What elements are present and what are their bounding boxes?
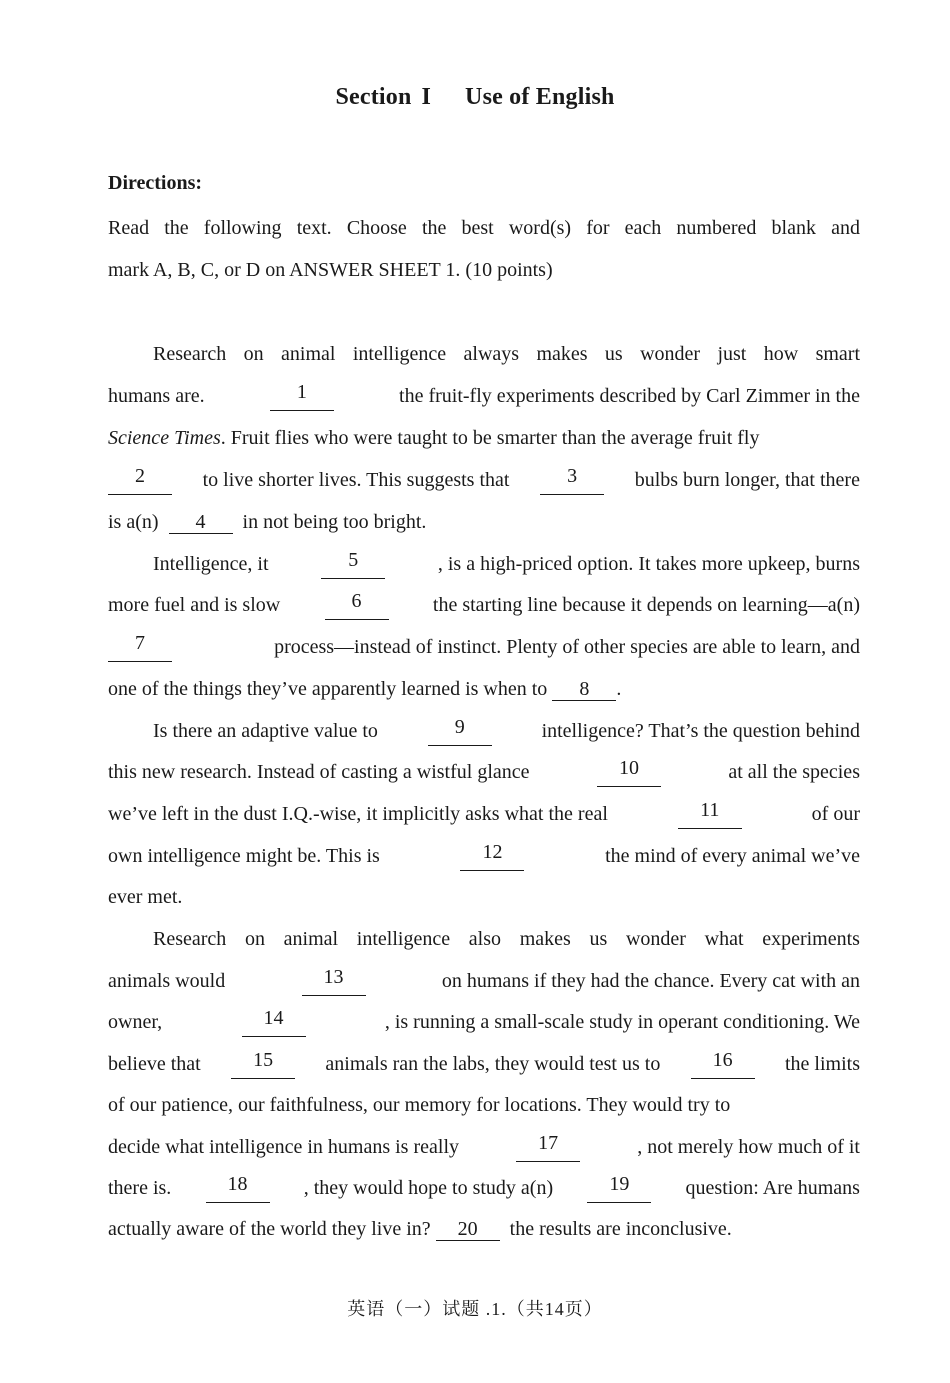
text: of our patience, our faithfulness, our memory for locations. They would try to — [108, 1094, 731, 1116]
paragraph-4-line-7 — [108, 1173, 860, 1203]
paragraph-4-line-3 — [108, 1007, 860, 1037]
word: the — [421, 217, 447, 239]
text: of our — [811, 803, 860, 825]
paragraph-1-line-1 — [153, 339, 860, 369]
word: best — [461, 217, 494, 239]
blank-7[interactable]: 7 — [108, 632, 172, 662]
paragraph-4-line-8 — [108, 1214, 860, 1244]
text: there is. — [108, 1177, 172, 1199]
word: text. — [296, 217, 332, 239]
word: each — [624, 217, 662, 239]
word: animal — [283, 928, 339, 950]
paragraph-2-line-4 — [108, 674, 860, 704]
blank-17[interactable]: 17 — [516, 1132, 580, 1162]
word: makes — [536, 343, 588, 365]
paragraph-4-line-4 — [108, 1049, 860, 1079]
blank-9[interactable]: 9 — [428, 716, 492, 746]
word: us — [589, 928, 608, 950]
text: the fruit-fly experiments described by Carl Zimmer in the — [399, 385, 860, 407]
text: the results are inconclusive. — [509, 1218, 732, 1240]
paragraph-1-line-2 — [108, 381, 860, 411]
paragraph-3-line-4 — [108, 841, 860, 871]
text: is a(n) — [108, 511, 159, 533]
paragraph-4-line-1 — [153, 924, 860, 954]
publication-title: Science Times — [108, 427, 221, 449]
blank-18[interactable]: 18 — [206, 1173, 270, 1203]
word: following — [203, 217, 282, 239]
blank-3[interactable]: 3 — [540, 465, 604, 495]
text: in not being too bright. — [242, 511, 427, 533]
text: believe that — [108, 1053, 201, 1075]
text: own intelligence might be. This is — [108, 845, 380, 867]
directions-line-2: mark A, B, C, or D on ANSWER SHEET 1. (10 points) — [108, 259, 553, 281]
section-name: Use of English — [465, 84, 615, 110]
paragraph-4-line-6 — [108, 1132, 860, 1162]
blank-14[interactable]: 14 — [242, 1007, 306, 1037]
blank-13[interactable]: 13 — [302, 966, 366, 996]
blank-16[interactable]: 16 — [691, 1049, 755, 1079]
text: intelligence? That’s the question behind — [541, 720, 860, 742]
text: animals would — [108, 970, 226, 992]
text: humans are. — [108, 385, 205, 407]
word: Research — [153, 928, 227, 950]
word: wonder — [625, 928, 686, 950]
text: we’ve left in the dust I.Q.-wise, it implicitly asks what the real — [108, 803, 608, 825]
text: at all the species — [728, 761, 860, 783]
text: the starting line because it depends on learning—a(n) — [432, 594, 860, 616]
word: Read — [108, 217, 150, 239]
paragraph-3-line-2 — [108, 757, 860, 787]
word: makes — [519, 928, 571, 950]
word: intelligence — [352, 343, 447, 365]
blank-1[interactable]: 1 — [270, 381, 334, 411]
section-label: Section — [335, 84, 412, 110]
word: the — [164, 217, 189, 239]
blank-6[interactable]: 6 — [325, 590, 389, 620]
paragraph-1-line-5 — [108, 507, 860, 537]
text: animals ran the labs, they would test us to — [325, 1053, 661, 1075]
paragraph-3-line-3 — [108, 799, 860, 829]
word: numbered — [676, 217, 757, 239]
blank-20[interactable]: 20 — [436, 1218, 500, 1241]
blank-15[interactable]: 15 — [231, 1049, 295, 1079]
paragraph-4-line-2 — [108, 966, 860, 996]
paragraph-2-line-2 — [108, 590, 860, 620]
directions-line-1 — [108, 213, 860, 243]
text: this new research. Instead of casting a wistful glance — [108, 761, 530, 783]
word: wonder — [640, 343, 701, 365]
text: actually aware of the world they live in? — [108, 1218, 431, 1240]
directions-heading: Directions: — [108, 172, 203, 194]
text: process—instead of instinct. Plenty of other species are able to learn, and — [274, 636, 860, 658]
text: the mind of every animal we’ve — [605, 845, 860, 867]
blank-4[interactable]: 4 — [169, 511, 233, 534]
paragraph-1-line-4 — [108, 465, 860, 495]
blank-5[interactable]: 5 — [321, 549, 385, 579]
word: Research — [153, 343, 227, 365]
text: on humans if they had the chance. Every cat with an — [441, 970, 860, 992]
paragraph-2-line-1 — [153, 549, 860, 579]
text: the limits — [785, 1053, 860, 1075]
text: , is running a small-scale study in operant conditioning. We — [384, 1011, 860, 1033]
text: question: Are humans — [685, 1177, 860, 1199]
section-title — [0, 84, 950, 111]
word: what — [704, 928, 744, 950]
blank-12[interactable]: 12 — [460, 841, 524, 871]
paragraph-1-line-3 — [108, 423, 860, 453]
paragraph-2-line-3 — [108, 632, 860, 662]
text: . Fruit flies who were taught to be smarter than the average fruit fly — [220, 427, 760, 449]
text: . — [616, 678, 622, 700]
word: Choose — [346, 217, 407, 239]
text: Intelligence, it — [153, 553, 269, 575]
section-number: I — [421, 84, 432, 110]
blank-11[interactable]: 11 — [678, 799, 742, 829]
text: Is there an adaptive value to — [153, 720, 378, 742]
blank-2[interactable]: 2 — [108, 465, 172, 495]
blank-19[interactable]: 19 — [587, 1173, 651, 1203]
paragraph-4-line-5 — [108, 1090, 860, 1120]
word: for — [586, 217, 610, 239]
text: owner, — [108, 1011, 163, 1033]
blank-10[interactable]: 10 — [597, 757, 661, 787]
word: smart — [815, 343, 860, 365]
text: decide what intelligence in humans is really — [108, 1136, 459, 1158]
word: how — [763, 343, 799, 365]
word: word(s) — [508, 217, 572, 239]
word: just — [717, 343, 747, 365]
word: blank — [771, 217, 816, 239]
paragraph-3-line-1 — [153, 716, 860, 746]
text: one of the things they’ve apparently learned is when to — [108, 678, 548, 700]
text: , not merely how much of it — [637, 1136, 860, 1158]
word: also — [468, 928, 501, 950]
word: us — [604, 343, 623, 365]
text: , they would hope to study a(n) — [303, 1177, 554, 1199]
text: bulbs burn longer, that there — [634, 469, 860, 491]
word: and — [831, 217, 860, 239]
paragraph-3-line-5: ever met. — [108, 886, 183, 908]
text: , is a high-priced option. It takes more upkeep, burns — [437, 553, 860, 575]
word: animal — [281, 343, 336, 365]
word: on — [243, 343, 264, 365]
page-footer: 英语（一）试题 .1.（共14页） — [347, 1299, 603, 1319]
text: more fuel and is slow — [108, 594, 281, 616]
word: on — [244, 928, 265, 950]
blank-8[interactable]: 8 — [552, 678, 616, 701]
word: experiments — [762, 928, 860, 950]
word: always — [463, 343, 520, 365]
word: intelligence — [356, 928, 451, 950]
text: to live shorter lives. This suggests that — [202, 469, 510, 491]
